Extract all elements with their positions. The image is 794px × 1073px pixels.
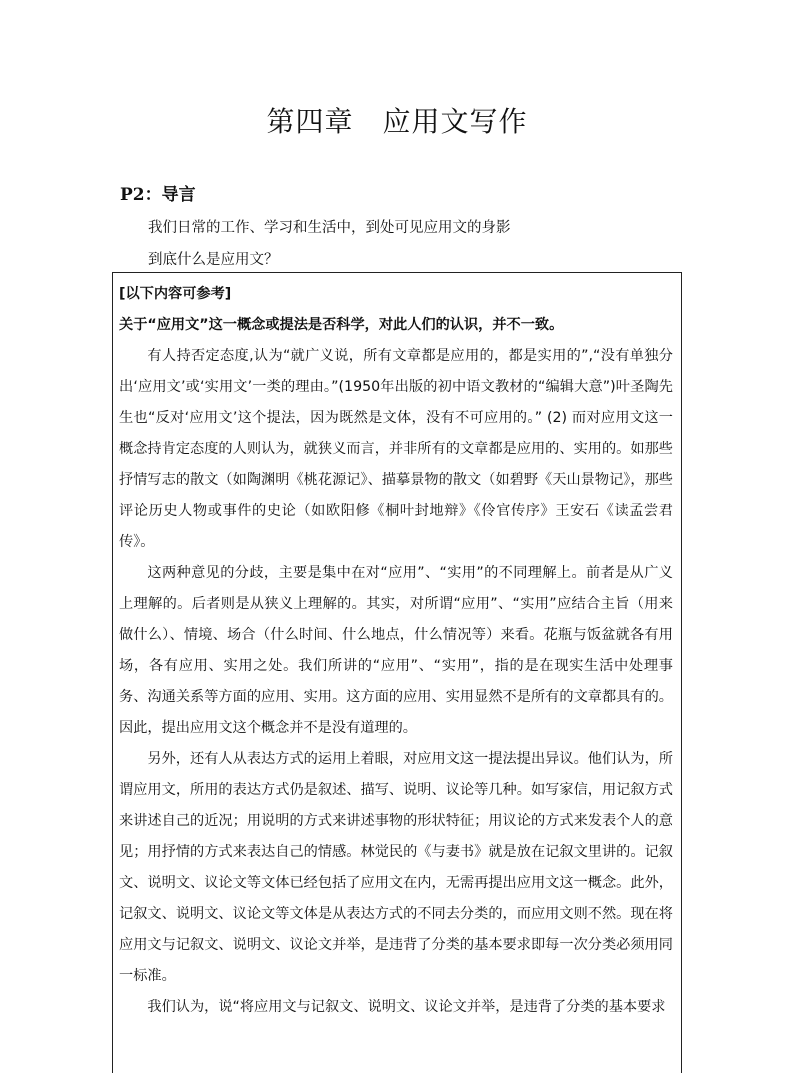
reference-paragraph: 我们认为，说“将应用文与记叙文、说明文、议论文并举，是违背了分类的基本要求 xyxy=(147,999,666,1015)
intro-line-2: 到底什么是应用文？ xyxy=(148,252,279,268)
section-heading: P2：导言 xyxy=(120,185,196,205)
reference-note: [以下内容可参考] xyxy=(119,286,232,302)
reference-content xyxy=(113,273,681,1023)
intro-line-1: 我们日常的工作、学习和生活中，到处可见应用文的身影 xyxy=(148,220,511,236)
reference-paragraph: 这两种意见的分歧，主要是集中在对“应用”、“实用”的不同理解上。前者是从广义上理解的。后者则是从狭义上理解的。其实，对所谓“应用”、“实用”应结合主旨（用来做什么）、情境、场合（什么时间、什么地点，什么情况等）来看。花瓶与饭盆就各有用场，各有应用、实用之处。我们所讲的“应用”、“实用”，指的是在现实生活中处理事务、沟通关系等方面的应用、实用。这方面的应用、实用显然不是所有的文章都具有的。因此，提出应用文这个概念并不是没有道理的。 xyxy=(119,565,673,736)
reference-paragraph: 另外，还有人从表达方式的运用上着眼，对应用文这一提法提出异议。他们认为，所谓应用文，所用的表达方式仍是叙述、描写、说明、议论等几种。如写家信，用记叙方式来讲述自己的近况；用说明的方式来讲述事物的形状特征；用议论的方式来发表个人的意见；用抒情的方式来表达自己的情感。林觉民的《与妻书》就是放在记叙文里讲的。记叙文、说明文、议论文等文体已经包括了应用文在内，无需再提出应用文这一概念。此外，记叙文、说明文、议论文等文体是从表达方式的不同去分类的，而应用文则不然。现在将应用文与记叙文、说明文、议论文并举，是违背了分类的基本要求即每一次分类必须用同一标准。 xyxy=(119,751,673,984)
reference-box xyxy=(112,272,682,1073)
reference-paragraph: 有人持否定态度,认为“就广义说，所有文章都是应用的，都是实用的”,“没有单独分出‘应用文’或‘实用文’一类的理由。”(1950年出版的初中语文教材的“编辑大意”)叶圣陶先生也“反对‘应用文’这个提法，因为既然是文体，没有不可应用的。” (2) 而对应用文这一概念持肯定态度的人则认为，就狭义而言，并非所有的文章都是应用的、实用的。如那些抒情写志的散文（如陶渊明《桃花源记》、描摹景物的散文（如碧野《天山景物记》，那些评论历史人物或事件的史论（如欧阳修《桐叶封地辩》《伶官传序》王安石《读孟尝君传》。 xyxy=(119,348,673,550)
reference-lead: 关于“应用文”这一概念或提法是否科学，对此人们的认识，并不一致。 xyxy=(119,317,564,333)
chapter-title: 第四章 应用文写作 xyxy=(266,105,528,138)
